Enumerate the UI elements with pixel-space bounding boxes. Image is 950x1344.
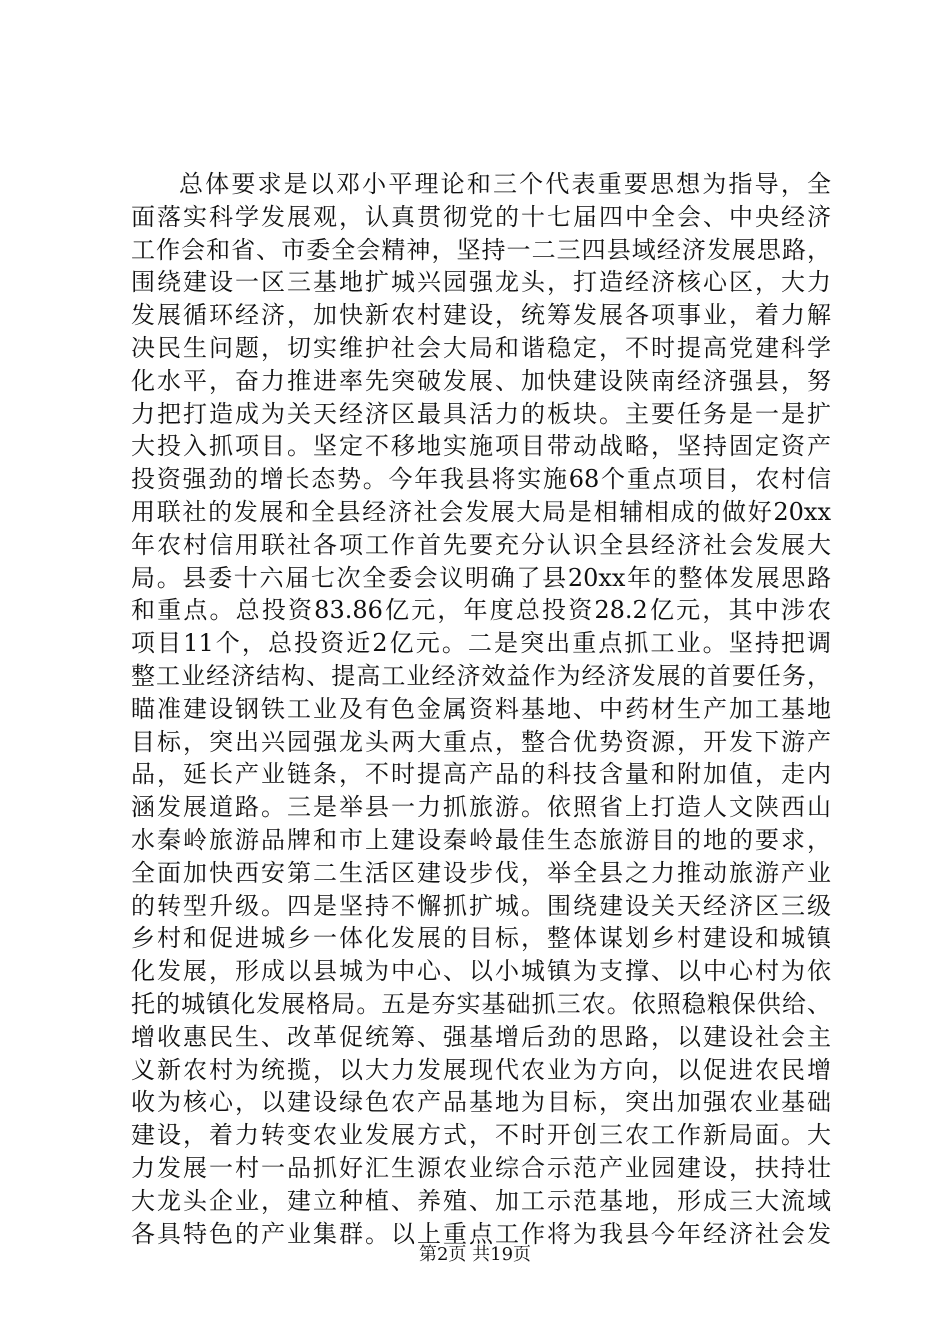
text-line: 的转型升级。四是坚持不懈抓扩城。围绕建设关天经济区三级 [131, 891, 831, 920]
text-line: 收为核心，以建设绿色农产品基地为目标，突出加强农业基础 [131, 1088, 831, 1117]
text-line: 项目11个，总投资近2亿元。二是突出重点抓工业。坚持把调 [131, 629, 831, 658]
page-footer [0, 1244, 950, 1266]
text-line: 涵发展道路。三是举县一力抓旅游。依照省上打造人文陕西山 [131, 793, 831, 822]
body-paragraph [131, 168, 831, 1250]
text-line: 化发展，形成以县城为中心、以小城镇为支撑、以中心村为依 [131, 957, 831, 986]
text-line: 增收惠民生、改革促统筹、强基增后劲的思路，以建设社会主 [131, 1022, 831, 1051]
text-line: 各具特色的产业集群。以上重点工作将为我县今年经济社会发 [131, 1219, 831, 1248]
text-line: 年农村信用联社各项工作首先要充分认识全县经济社会发展大 [131, 530, 831, 559]
text-line: 发展循环经济，加快新农村建设，统筹发展各项事业，着力解 [131, 301, 831, 330]
text-line: 用联社的发展和全县经济社会发展大局是相辅相成的做好20xx [131, 497, 831, 526]
text-line: 建设，着力转变农业发展方式，不时开创三农工作新局面。大 [131, 1121, 831, 1150]
text-line: 投资强劲的增长态势。今年我县将实施68个重点项目，农村信 [131, 465, 831, 494]
text-line: 局。县委十六届七次全委会议明确了县20xx年的整体发展思路 [131, 563, 831, 592]
text-line: 力把打造成为关天经济区最具活力的板块。主要任务是一是扩 [131, 399, 831, 428]
text-line: 全面加快西安第二生活区建设步伐，举全县之力推动旅游产业 [131, 858, 831, 887]
text-line: 品，延长产业链条，不时提高产品的科技含量和附加值，走内 [131, 760, 831, 789]
text-line: 大龙头企业，建立种植、养殖、加工示范基地，形成三大流域 [131, 1186, 831, 1215]
text-line: 托的城镇化发展格局。五是夯实基础抓三农。依照稳粮保供给、 [131, 989, 831, 1018]
text-line: 总体要求是以邓小平理论和三个代表重要思想为指导，全 [179, 170, 831, 198]
text-line: 围绕建设一区三基地扩城兴园强龙头，打造经济核心区，大力 [131, 268, 831, 297]
text-line: 和重点。总投资83.86亿元，年度总投资28.2亿元，其中涉农 [131, 596, 831, 625]
text-line: 大投入抓项目。坚定不移地实施项目带动战略，坚持固定资产 [131, 432, 831, 461]
text-line: 乡村和促进城乡一体化发展的目标，整体谋划乡村建设和城镇 [131, 924, 831, 953]
text-line: 面落实科学发展观，认真贯彻党的十七届四中全会、中央经济 [131, 202, 831, 231]
text-line: 瞄准建设钢铁工业及有色金属资料基地、中药材生产加工基地 [131, 694, 831, 723]
text-line: 化水平，奋力推进率先突破发展、加快建设陕南经济强县，努 [131, 366, 831, 395]
text-line: 整工业经济结构、提高工业经济效益作为经济发展的首要任务， [131, 661, 831, 690]
text-line: 工作会和省、市委全会精神，坚持一二三四县域经济发展思路， [131, 235, 831, 264]
page-number: 第2页 共19页 [418, 1244, 532, 1265]
text-line: 力发展一村一品抓好汇生源农业综合示范产业园建设，扶持壮 [131, 1153, 831, 1182]
text-line: 目标，突出兴园强龙头两大重点，整合优势资源，开发下游产 [131, 727, 831, 756]
text-line: 水秦岭旅游品牌和市上建设秦岭最佳生态旅游目的地的要求， [131, 825, 831, 854]
text-line: 决民生问题，切实维护社会大局和谐稳定，不时提高党建科学 [131, 333, 831, 362]
text-line: 义新农村为统揽，以大力发展现代农业为方向，以促进农民增 [131, 1055, 831, 1084]
